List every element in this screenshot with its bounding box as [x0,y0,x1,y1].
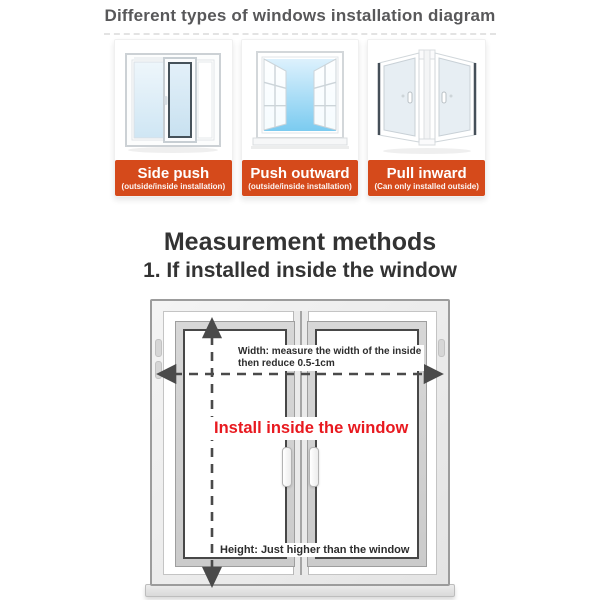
measurement-heading: Measurement methods [163,228,437,256]
outward-window-icon [242,40,359,160]
window-handle [309,447,319,487]
width-instruction-line1: Width: measure the width of the inside [238,346,422,357]
card-push-outward [241,39,360,197]
sliding-window-icon [115,40,232,160]
width-instruction-line2: then reduce 0.5-1cm [238,358,335,370]
height-instruction: Height: Just higher than the window [216,543,413,557]
page-title: Different types of windows installation diagram [104,6,496,25]
banner-label: Push outward [250,164,350,182]
install-instruction: Install inside the window [208,417,414,440]
inward-window-icon [368,40,485,160]
width-instruction [235,345,424,371]
window-handle [282,447,292,487]
divider [104,33,496,35]
banner-sublabel: (outside/inside installation) [248,182,352,192]
card-side-push [114,39,233,197]
banner-sublabel: (outside/inside installation) [121,182,226,192]
measurement-diagram [150,299,450,597]
banner-label: Side push [137,164,210,182]
banner-label: Pull inward [386,164,467,182]
hinge-mark [155,361,162,379]
banner-sublabel: (Can only installed outside) [374,182,479,192]
pull-inward-banner [368,160,485,196]
push-outward-banner [242,160,359,196]
side-push-banner [115,160,232,196]
measurement-subheading: 1. If installed inside the window [143,259,457,282]
installation-types-row [114,39,486,197]
hinge-mark [155,339,162,357]
card-pull-inward [367,39,486,197]
hinge-mark [438,339,445,357]
